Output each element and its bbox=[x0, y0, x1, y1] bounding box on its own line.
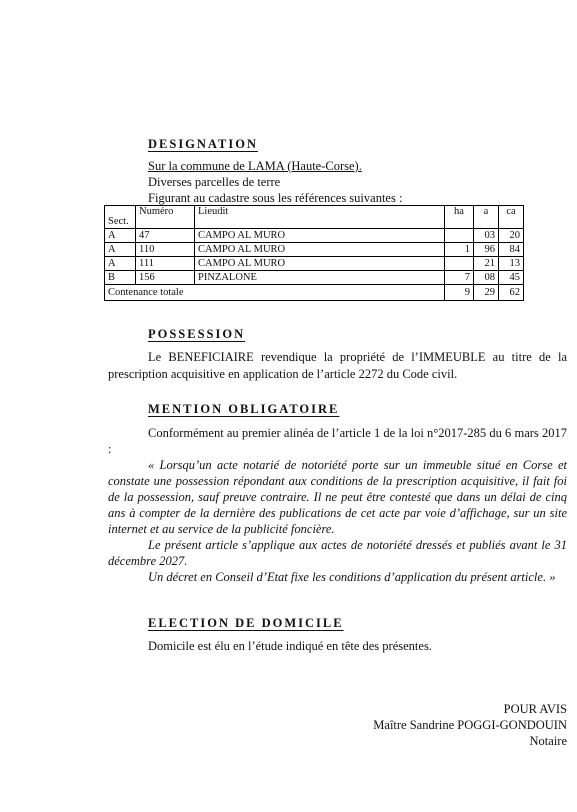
signature-pour-avis: POUR AVIS bbox=[503, 702, 567, 716]
cell-sect: A bbox=[105, 229, 136, 243]
mention-quote-paragraph-2: Le présent article s’applique aux actes de notoriété dressés et publiés avant le 31 décembre 2027. bbox=[108, 538, 567, 568]
cell-numero: 156 bbox=[136, 271, 195, 285]
designation-heading: DESIGNATION bbox=[148, 137, 258, 151]
mention-quote-paragraph-1: « Lorsqu’un acte notarié de notoriété porte sur un immeuble situé en Corse et constate une possession répondant aux conditions de la prescription acquisitive, il fait foi de la possession, sauf preuve contraire. Il ne peut être contesté que dans un délai de cinq ans à compter de la dernière des publications de cet acte par voie d’affichage, sur un site internet et au service de la publicité foncière. bbox=[108, 458, 567, 536]
cell-a: 21 bbox=[474, 257, 499, 271]
cell-lieudit: PINZALONE bbox=[195, 271, 445, 285]
col-header-numero: Numéro bbox=[136, 206, 195, 229]
cell-numero: 47 bbox=[136, 229, 195, 243]
col-header-a: a bbox=[474, 206, 499, 229]
cell-a: 03 bbox=[474, 229, 499, 243]
total-ha: 9 bbox=[445, 285, 474, 301]
mention-quote-paragraph-3: Un décret en Conseil d’Etat fixe les conditions d’application du présent article. » bbox=[148, 570, 556, 584]
total-a: 29 bbox=[474, 285, 499, 301]
cell-lieudit: CAMPO AL MURO bbox=[195, 257, 445, 271]
cadastre-table bbox=[104, 205, 524, 301]
possession-heading: POSSESSION bbox=[148, 327, 246, 341]
possession-text: Le BENEFICIAIRE revendique la propriété de l’IMMEUBLE au titre de la prescription acquisitive en application de l’article 2272 du Code civil. bbox=[108, 350, 567, 381]
cell-ha bbox=[445, 257, 474, 271]
total-ca: 62 bbox=[499, 285, 524, 301]
signature-notary-name: Maître Sandrine POGGI-GONDOUIN bbox=[373, 718, 567, 732]
cell-a: 96 bbox=[474, 243, 499, 257]
cell-numero: 110 bbox=[136, 243, 195, 257]
table-total-row bbox=[105, 285, 524, 301]
cell-sect: A bbox=[105, 257, 136, 271]
cell-ca: 84 bbox=[499, 243, 524, 257]
mention-intro: Conformément au premier alinéa de l’article 1 de la loi n°2017-285 du 6 mars 2017 : bbox=[108, 426, 567, 456]
designation-references: Figurant au cadastre sous les références suivantes : bbox=[148, 191, 403, 205]
cell-ca: 45 bbox=[499, 271, 524, 285]
table-row bbox=[105, 271, 524, 285]
total-label: Contenance totale bbox=[105, 285, 445, 301]
election-text: Domicile est élu en l’étude indiqué en tête des présentes. bbox=[148, 639, 432, 653]
cell-lieudit: CAMPO AL MURO bbox=[195, 243, 445, 257]
mention-heading: MENTION OBLIGATOIRE bbox=[148, 402, 340, 416]
cell-a: 08 bbox=[474, 271, 499, 285]
col-header-lieudit: Lieudit bbox=[195, 206, 445, 229]
signature-title: Notaire bbox=[529, 734, 567, 748]
designation-commune: Sur la commune de LAMA (Haute-Corse). bbox=[148, 159, 362, 173]
cell-ca: 20 bbox=[499, 229, 524, 243]
cell-ha bbox=[445, 229, 474, 243]
table-header-row bbox=[105, 206, 524, 229]
table-row bbox=[105, 257, 524, 271]
election-heading: ELECTION DE DOMICILE bbox=[148, 616, 344, 630]
col-header-sect: Sect. bbox=[105, 206, 136, 229]
table-row bbox=[105, 243, 524, 257]
cell-lieudit: CAMPO AL MURO bbox=[195, 229, 445, 243]
table-row bbox=[105, 229, 524, 243]
cell-sect: A bbox=[105, 243, 136, 257]
designation-parcelles: Diverses parcelles de terre bbox=[148, 175, 281, 189]
col-header-ha: ha bbox=[445, 206, 474, 229]
col-header-ca: ca bbox=[499, 206, 524, 229]
cell-numero: 111 bbox=[136, 257, 195, 271]
cell-sect: B bbox=[105, 271, 136, 285]
cell-ca: 13 bbox=[499, 257, 524, 271]
cell-ha: 1 bbox=[445, 243, 474, 257]
cell-ha: 7 bbox=[445, 271, 474, 285]
